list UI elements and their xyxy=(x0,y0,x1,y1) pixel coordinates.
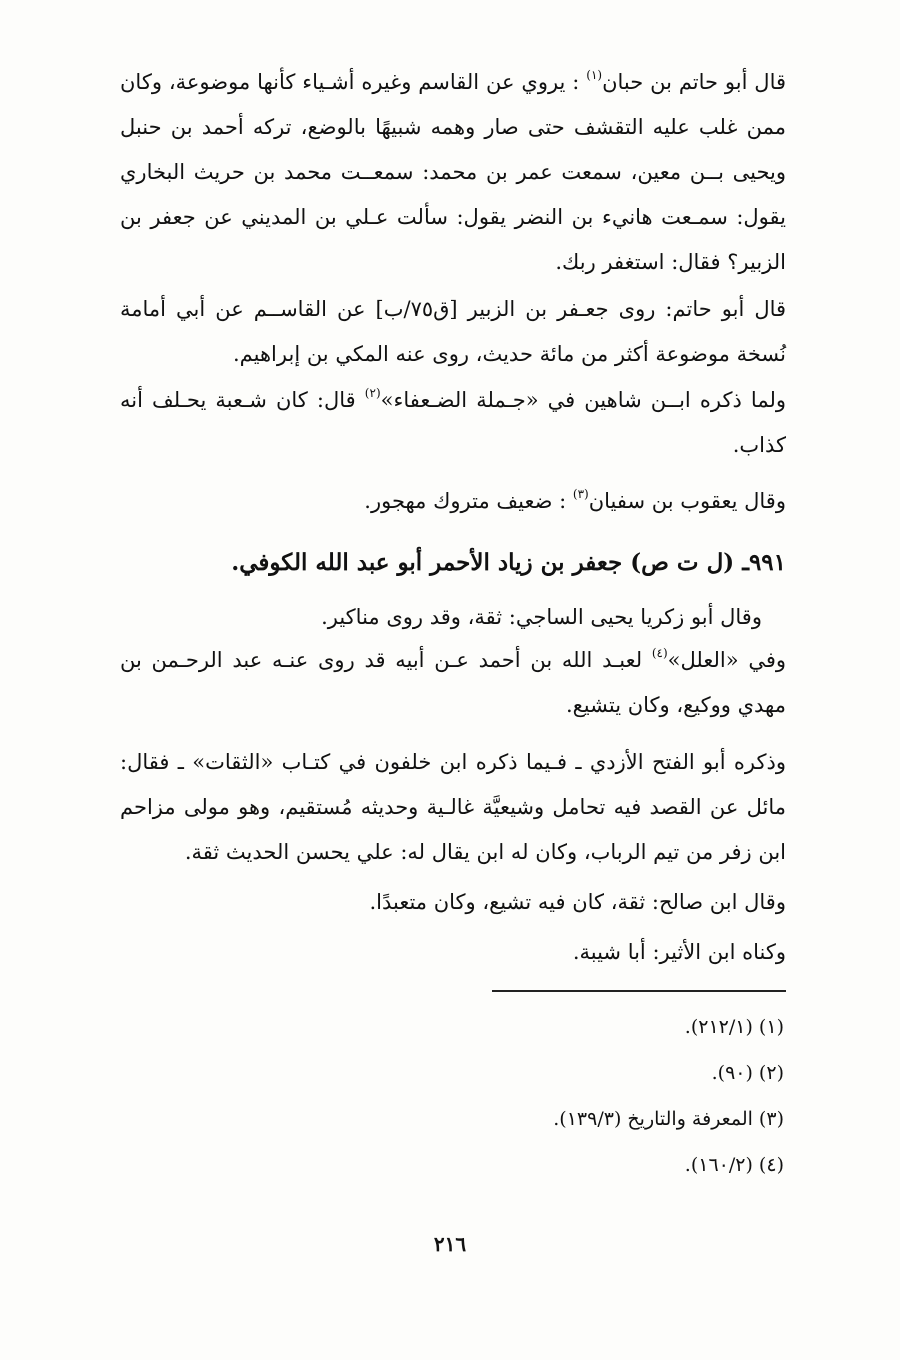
footnotes xyxy=(400,1004,784,1188)
footnote-divider xyxy=(492,990,786,992)
paragraph-4 xyxy=(120,479,786,524)
paragraph-7: وذكره أبو الفتح الأزدي ـ فـيما ذكره ابن خلفون في كتـاب «الثقات» ـ فقال: مائل عن القصد فيه تحامل وشيعيَّة غالـية وحديثه مُستقيم، وهو مولى مزاحم ابن زفر من تيم الرباب، وكان له ابن يقال له: علي يحسن الحديث ثقة. xyxy=(120,750,786,864)
paragraph-4-text-b: : ضعيف متروك مهجور. xyxy=(364,489,573,513)
paragraph-1 xyxy=(120,60,786,285)
paragraph-1-text-a: قال أبو حاتم بن حبان xyxy=(602,70,787,94)
footnote-4: (٤) (١٦٠/٢). xyxy=(684,1154,784,1176)
paragraph-3-text-b: قال: كان شـعبة يحـلف أنه كذاب. xyxy=(120,388,786,457)
paragraph-3-text-a: ولما ذكره ابــن شاهين في «جـملة الضـعفاء» xyxy=(380,388,787,412)
paragraph-1-text-b: : يروي عن القاسم وغيره أشـياء كأنها موضوعة، وكان ممن غلب عليه التقشف حتى صار وهمه شبيهًا بالوضع، تركه أحمد بن حنبل ويحيى بــن معين، سمعت عمر بن محمد: سمعــت محمد بن حريث البخاري يقول: سمـعت هانيء بن النضر يقول: سألت عـلي بن المديني عن جعفر بن الزبير؟ فقال: استغفر ربك. xyxy=(120,70,786,274)
paragraph-6-text-b: لعبـد الله بن أحمد عـن أبيه قد روى عنـه عبد الرحـمن بن مهدي ووكيع، وكان يتشيع. xyxy=(120,648,786,717)
footnote-ref-2[interactable]: (٢) xyxy=(364,386,381,400)
paragraph-3 xyxy=(120,378,786,468)
entry-heading: ٩٩١ـ (ل ت ص) جعفر بن زياد الأحمر أبو عبد الله الكوفي. xyxy=(231,549,786,576)
paragraph-8: وقال ابن صالح: ثقة، كان فيه تشيع، وكان متعبدًا. xyxy=(369,890,786,914)
footnote-ref-3[interactable]: (٣) xyxy=(572,487,589,501)
footnote-ref-4[interactable]: (٤) xyxy=(651,646,668,660)
footnote-ref-1[interactable]: (١) xyxy=(586,68,603,82)
paragraph-2: قال أبو حاتم: روى جعـفر بن الزبير [ق٧٥/ب] عن القاســم عن أبي أمامة نُسخة موضوعة أكثر من مائة حديث، روى عنه المكي بن إبراهيم. xyxy=(120,297,787,366)
paragraph-9: وكناه ابن الأثير: أبا شيبة. xyxy=(572,940,786,964)
footnote-1: (١) (٢١٢/١). xyxy=(684,1016,784,1038)
paragraph-4-text-a: وقال يعقوب بن سفيان xyxy=(588,489,786,513)
footnote-2: (٢) (٩٠). xyxy=(711,1062,784,1084)
paragraph-6 xyxy=(120,638,786,728)
paragraph-5: وقال أبو زكريا يحيى الساجي: ثقة، وقد روى مناكير. xyxy=(321,605,762,629)
footnote-3: (٣) المعرفة والتاريخ (١٣٩/٣). xyxy=(553,1108,784,1130)
page-number: ٢١٦ xyxy=(433,1232,467,1256)
paragraph-6-text-a: وفي «العلل» xyxy=(667,648,786,672)
